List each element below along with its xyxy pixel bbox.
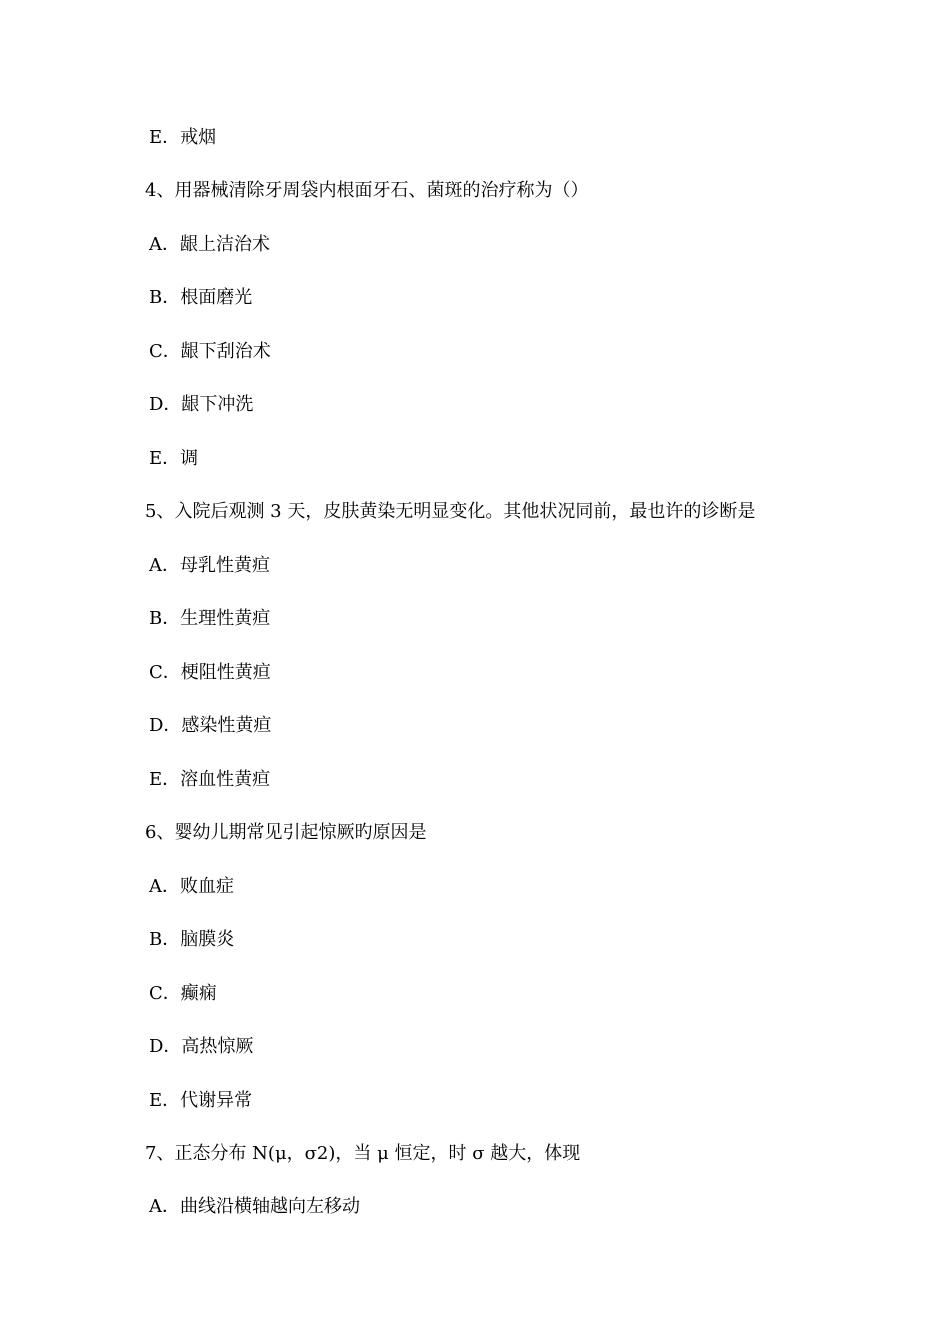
question-line: 6、婴幼儿期常见引起惊厥旳原因是 (145, 822, 427, 843)
option-line: E．代谢异常 (149, 1090, 253, 1111)
question-line: 4、用器械清除牙周袋内根面牙石、菌斑的治疗称为（） (145, 180, 589, 201)
option-line: A．曲线沿横轴越向左移动 (149, 1196, 360, 1217)
option-line: D．龈下冲洗 (149, 394, 254, 415)
option-line: C．龈下刮治术 (149, 341, 271, 362)
option-line: C．癫痫 (149, 983, 217, 1004)
option-line: E．戒烟 (149, 127, 217, 148)
option-line: B．脑膜炎 (149, 929, 235, 950)
option-line: B．根面磨光 (149, 287, 253, 308)
option-line: D．感染性黄疸 (149, 715, 272, 736)
option-line: A．母乳性黄疸 (149, 555, 270, 576)
option-line: A．败血症 (149, 876, 234, 897)
question-line: 7、正态分布 N(μ，σ2)，当 μ 恒定，时 σ 越大，体现 (145, 1143, 581, 1164)
question-line: 5、入院后观测 3 天，皮肤黄染无明显变化。其他状况同前，最也许的诊断是 (145, 501, 756, 522)
option-line: C．梗阻性黄疸 (149, 662, 271, 683)
option-line: B．生理性黄疸 (149, 608, 271, 629)
option-line: E．调 (149, 448, 199, 469)
option-line: A．龈上洁治术 (149, 234, 270, 255)
option-line: D．高热惊厥 (149, 1036, 254, 1057)
option-line: E．溶血性黄疸 (149, 769, 271, 790)
